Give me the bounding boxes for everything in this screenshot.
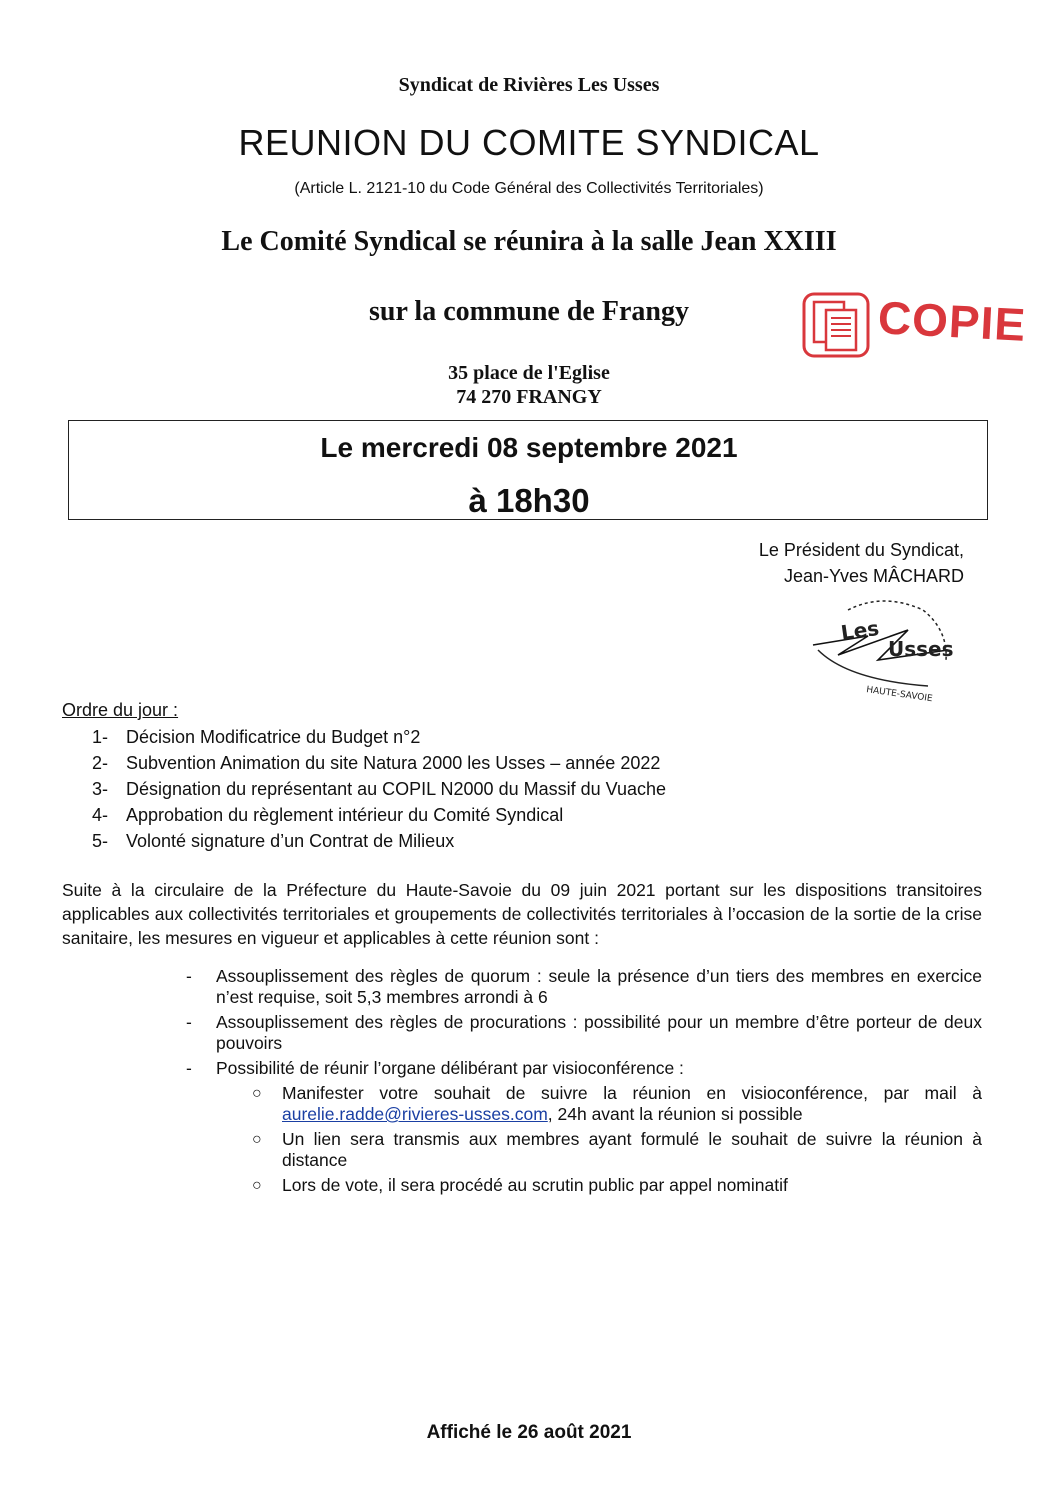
measure-item [186, 1012, 982, 1054]
dash-bullet: - [186, 1058, 192, 1078]
meeting-time: à 18h30 [468, 482, 590, 519]
sub-item [252, 1175, 982, 1196]
sub-item-text: Manifester votre souhait de suivre la réunion en visioconférence, par mail à [282, 1083, 982, 1103]
agenda-item [92, 724, 666, 750]
agenda-item [92, 776, 666, 802]
agenda-item-text: Subvention Animation du site Natura 2000 les Usses – année 2022 [126, 753, 661, 773]
agenda-item-text: Volonté signature d’un Contrat de Milieux [126, 831, 455, 851]
meeting-commune: sur la commune de Frangy [369, 296, 689, 327]
sub-item [252, 1083, 982, 1125]
dash-bullet: - [186, 1012, 192, 1032]
measure-text: Assouplissement des règles de quorum : seule la présence d’un tiers des membres en exercice n’est requise, soit 5,3 membres arrondi à 6 [216, 966, 982, 1007]
address-city: 74 270 FRANGY [456, 386, 602, 408]
meeting-date: Le mercredi 08 septembre 2021 [320, 432, 738, 463]
sub-item [252, 1129, 982, 1171]
circle-bullet-icon: ○ [252, 1131, 262, 1148]
document-title: REUNION DU COMITE SYNDICAL [238, 122, 820, 163]
circle-bullet-icon: ○ [252, 1177, 262, 1194]
email-link[interactable]: aurelie.radde@rivieres-usses.com [282, 1104, 548, 1124]
circular-paragraph: Suite à la circulaire de la Préfecture du Haute-Savoie du 09 juin 2021 portant sur les dispositions transitoires applicables aux collectivités territoriales et groupements de collectivités territoriales à l’occasion de la sortie de la crise sanitaire, les mesures en vigueur et applicables à cette réunion sont : [62, 880, 982, 948]
agenda-list [92, 724, 666, 854]
legal-reference: (Article L. 2121-10 du Code Général des Collectivités Territoriales) [294, 180, 764, 197]
document-copy-icon [800, 290, 876, 362]
agenda-item [92, 750, 666, 776]
sub-item-text: , 24h avant la réunion si possible [547, 1104, 803, 1124]
posting-date: Affiché le 26 août 2021 [426, 1422, 632, 1443]
svg-text:Usses: Usses [888, 637, 954, 661]
sub-item-text: Un lien sera transmis aux membres ayant formulé le souhait de suivre la réunion à distance [282, 1129, 982, 1170]
measures-list [186, 966, 982, 1200]
agenda-item-number: 2- [92, 753, 109, 773]
svg-text:Les: Les [839, 615, 881, 645]
organization-name: Syndicat de Rivières Les Usses [398, 74, 660, 96]
meeting-venue: Le Comité Syndical se réunira à la salle Jean XXIII [221, 226, 837, 257]
measure-text: Assouplissement des règles de procurations : possibilité pour un membre d’être porteur de deux pouvoirs [216, 1012, 982, 1053]
agenda-item-number: 1- [92, 727, 109, 747]
sub-item-text: Lors de vote, il sera procédé au scrutin public par appel nominatif [282, 1175, 788, 1195]
circle-bullet-icon: ○ [252, 1085, 262, 1102]
agenda-title: Ordre du jour : [62, 700, 179, 720]
address-street: 35 place de l'Eglise [448, 362, 610, 384]
measure-text: Possibilité de réunir l’organe délibérant par visioconférence : [216, 1058, 684, 1078]
copie-stamp-text: COPIE [876, 291, 1028, 351]
agenda-item-text: Décision Modificatrice du Budget n°2 [126, 727, 421, 747]
measure-item [186, 1058, 982, 1196]
svg-text:HAUTE-SAVOIE: HAUTE-SAVOIE [865, 685, 934, 705]
dash-bullet: - [186, 966, 192, 986]
signatory-name: Jean-Yves MÂCHARD [783, 566, 964, 586]
agenda-item [92, 802, 666, 828]
videoconference-sublist [252, 1083, 982, 1196]
measure-item [186, 966, 982, 1008]
copie-stamp [800, 288, 1028, 368]
signatory-role: Le Président du Syndicat, [758, 540, 964, 560]
agenda-item-number: 4- [92, 805, 109, 825]
agenda-item-text: Désignation du représentant au COPIL N2000 du Massif du Vuache [126, 779, 666, 799]
official-seal-signature [808, 590, 958, 710]
agenda-item-number: 5- [92, 831, 109, 851]
agenda-item-text: Approbation du règlement intérieur du Comité Syndical [126, 805, 564, 825]
agenda-item-number: 3- [92, 779, 109, 799]
agenda-item [92, 828, 666, 854]
